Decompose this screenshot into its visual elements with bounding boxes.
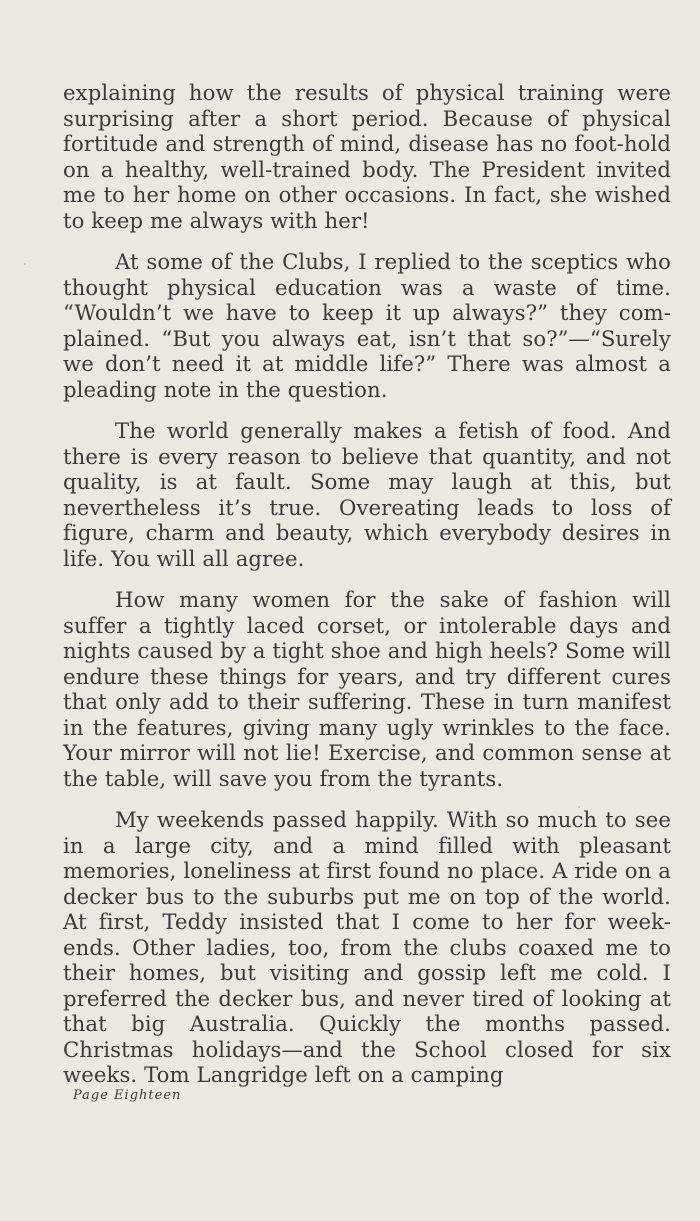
paragraph-1: explaining how the results of physical training were surprising after a short period. Because of physical fortitude and strength of mind, disease has no foot-hold on a healthy, well-trained body. The President invited me to her home on other occasions. In fact, she wished to keep me always with her! bbox=[63, 80, 671, 233]
page-speck bbox=[24, 263, 26, 265]
paragraph-4: How many women for the sake of fashion will suffer a tightly laced corset, or intolerable days and nights caused by a tight shoe and high heels? Some will endure these things for years, and try different cures that only add to their suffering. These in turn manifest in the features, giving many ugly wrinkles to the face. Your mirror will not lie! Exercise, and common sense at the table, will save you from the tyrants. bbox=[63, 587, 671, 791]
paragraph-2: At some of the Clubs, I replied to the sceptics who thought physical education was a waste of time. “Wouldn’t we have to keep it up always?” they com-plained. “But you always eat, isn’t that so?”—“Surely we don’t need it at middle life?” There was almost a pleading note in the question. bbox=[63, 249, 671, 402]
paragraph-3: The world generally makes a fetish of food. And there is every reason to believe that quantity, and not quality, is at fault. Some may laugh at this, but nevertheless it’s true. Overeating leads to loss of figure, charm and beauty, which everybody desires in life. You will all agree. bbox=[63, 418, 671, 571]
page-number-label: Page Eighteen bbox=[73, 1088, 182, 1103]
body-text bbox=[63, 80, 671, 1104]
paragraph-5: My weekends passed happily. With so much to see in a large city, and a mind filled with pleasant memories, loneliness at first found no place. A ride on a decker bus to the suburbs put me on top of the world. At first, Teddy insisted that I come to her for week-ends. Other ladies, too, from the clubs coaxed me to their homes, but visiting and gossip left me cold. I preferred the decker bus, and never tired of looking at that big Australia. Quickly the months passed. Christmas holidays—and the School closed for six weeks. Tom Langridge left on a camping bbox=[63, 807, 671, 1087]
